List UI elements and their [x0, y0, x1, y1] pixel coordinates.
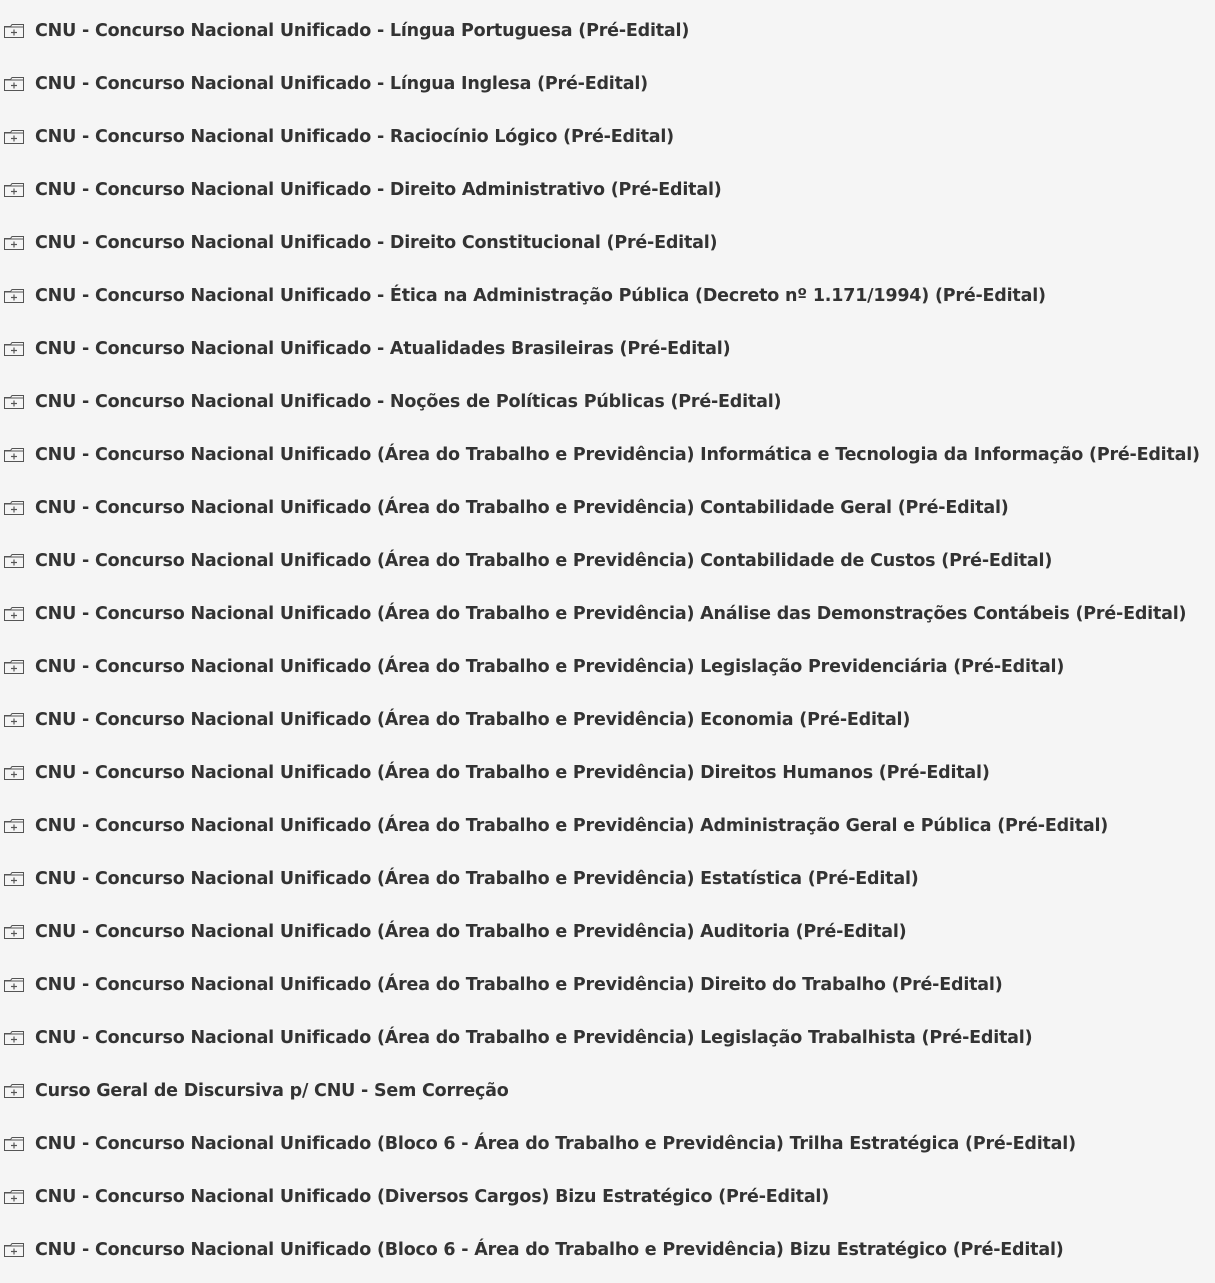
folder-plus-icon[interactable] [3, 712, 25, 728]
folder-item[interactable] [0, 493, 1009, 523]
folder-plus-icon[interactable] [3, 129, 25, 145]
folder-item-label: CNU - Concurso Nacional Unificado (Área do Trabalho e Previdência) Legislação Previdenciária (Pré-Edital) [35, 657, 1065, 677]
folder-item[interactable] [0, 1023, 1032, 1053]
folder-item[interactable] [0, 69, 648, 99]
folder-item-label: CNU - Concurso Nacional Unificado (Área do Trabalho e Previdência) Informática e Tecnologia da Informação (Pré-Edital) [35, 445, 1200, 465]
folder-plus-icon[interactable] [3, 1030, 25, 1046]
folder-item[interactable] [0, 917, 906, 947]
folder-item-label: CNU - Concurso Nacional Unificado - Raciocínio Lógico (Pré-Edital) [35, 127, 674, 147]
folder-item[interactable] [0, 440, 1200, 470]
folder-item[interactable] [0, 387, 781, 417]
folder-item-label: CNU - Concurso Nacional Unificado (Área do Trabalho e Previdência) Economia (Pré-Edital) [35, 710, 911, 730]
folder-plus-icon[interactable] [3, 553, 25, 569]
folder-item[interactable] [0, 758, 990, 788]
folder-item-label: Curso Geral de Discursiva p/ CNU - Sem Correção [35, 1081, 509, 1101]
folder-item[interactable] [0, 281, 1046, 311]
folder-item-label: CNU - Concurso Nacional Unificado (Área do Trabalho e Previdência) Análise das Demonstrações Contábeis (Pré-Edital) [35, 604, 1187, 624]
folder-plus-icon[interactable] [3, 818, 25, 834]
folder-item[interactable] [0, 1182, 829, 1212]
folder-item[interactable] [0, 175, 722, 205]
folder-item[interactable] [0, 16, 689, 46]
folder-plus-icon[interactable] [3, 182, 25, 198]
folder-item[interactable] [0, 1076, 509, 1106]
folder-item[interactable] [0, 122, 674, 152]
folder-item-label: CNU - Concurso Nacional Unificado (Área do Trabalho e Previdência) Direitos Humanos (Pré-Edital) [35, 763, 990, 783]
folder-plus-icon[interactable] [3, 23, 25, 39]
folder-plus-icon[interactable] [3, 341, 25, 357]
folder-item-label: CNU - Concurso Nacional Unificado - Língua Inglesa (Pré-Edital) [35, 74, 648, 94]
folder-plus-icon[interactable] [3, 765, 25, 781]
folder-item-label: CNU - Concurso Nacional Unificado - Língua Portuguesa (Pré-Edital) [35, 21, 690, 41]
folder-plus-icon[interactable] [3, 659, 25, 675]
folder-plus-icon[interactable] [3, 394, 25, 410]
folder-plus-icon[interactable] [3, 447, 25, 463]
folder-item[interactable] [0, 599, 1186, 629]
folder-plus-icon[interactable] [3, 1242, 25, 1258]
folder-item-label: CNU - Concurso Nacional Unificado (Área do Trabalho e Previdência) Contabilidade de Custos (Pré-Edital) [35, 551, 1053, 571]
folder-item-label: CNU - Concurso Nacional Unificado (Área do Trabalho e Previdência) Administração Geral e Pública (Pré-Edital) [35, 816, 1109, 836]
folder-plus-icon[interactable] [3, 76, 25, 92]
folder-item[interactable] [0, 228, 717, 258]
folder-item[interactable] [0, 1235, 1064, 1265]
folder-plus-icon[interactable] [3, 977, 25, 993]
folder-item-label: CNU - Concurso Nacional Unificado - Atualidades Brasileiras (Pré-Edital) [35, 339, 731, 359]
folder-item-label: CNU - Concurso Nacional Unificado (Área do Trabalho e Previdência) Contabilidade Geral (Pré-Edital) [35, 498, 1009, 518]
folder-item[interactable] [0, 652, 1064, 682]
folder-plus-icon[interactable] [3, 500, 25, 516]
folder-plus-icon[interactable] [3, 1136, 25, 1152]
folder-item[interactable] [0, 864, 919, 894]
folder-item-label: CNU - Concurso Nacional Unificado - Noções de Políticas Públicas (Pré-Edital) [35, 392, 782, 412]
folder-plus-icon[interactable] [3, 1083, 25, 1099]
folder-plus-icon[interactable] [3, 871, 25, 887]
folder-item-label: CNU - Concurso Nacional Unificado - Direito Administrativo (Pré-Edital) [35, 180, 722, 200]
folder-item-label: CNU - Concurso Nacional Unificado (Bloco 6 - Área do Trabalho e Previdência) Bizu Estratégico (Pré-Edital) [35, 1240, 1064, 1260]
folder-item[interactable] [0, 546, 1052, 576]
folder-item-label: CNU - Concurso Nacional Unificado (Bloco 6 - Área do Trabalho e Previdência) Trilha Estratégica (Pré-Edital) [35, 1134, 1076, 1154]
folder-plus-icon[interactable] [3, 924, 25, 940]
folder-item-label: CNU - Concurso Nacional Unificado (Área do Trabalho e Previdência) Estatística (Pré-Edital) [35, 869, 919, 889]
folder-item[interactable] [0, 705, 910, 735]
folder-item-label: CNU - Concurso Nacional Unificado - Direito Constitucional (Pré-Edital) [35, 233, 718, 253]
folder-plus-icon[interactable] [3, 606, 25, 622]
folder-item-label: CNU - Concurso Nacional Unificado (Área do Trabalho e Previdência) Legislação Trabalhista (Pré-Edital) [35, 1028, 1033, 1048]
folder-item-label: CNU - Concurso Nacional Unificado (Área do Trabalho e Previdência) Auditoria (Pré-Edital) [35, 922, 907, 942]
folder-item-label: CNU - Concurso Nacional Unificado - Ética na Administração Pública (Decreto nº 1.171/1994) (Pré-Edital) [35, 286, 1046, 306]
folder-item[interactable] [0, 334, 730, 364]
folder-item[interactable] [0, 970, 1003, 1000]
folder-item[interactable] [0, 1129, 1076, 1159]
folder-item[interactable] [0, 811, 1108, 841]
folder-plus-icon[interactable] [3, 235, 25, 251]
folder-item-label: CNU - Concurso Nacional Unificado (Área do Trabalho e Previdência) Direito do Trabalho (Pré-Edital) [35, 975, 1003, 995]
folder-plus-icon[interactable] [3, 1189, 25, 1205]
folder-plus-icon[interactable] [3, 288, 25, 304]
folder-item-label: CNU - Concurso Nacional Unificado (Diversos Cargos) Bizu Estratégico (Pré-Edital) [35, 1187, 830, 1207]
